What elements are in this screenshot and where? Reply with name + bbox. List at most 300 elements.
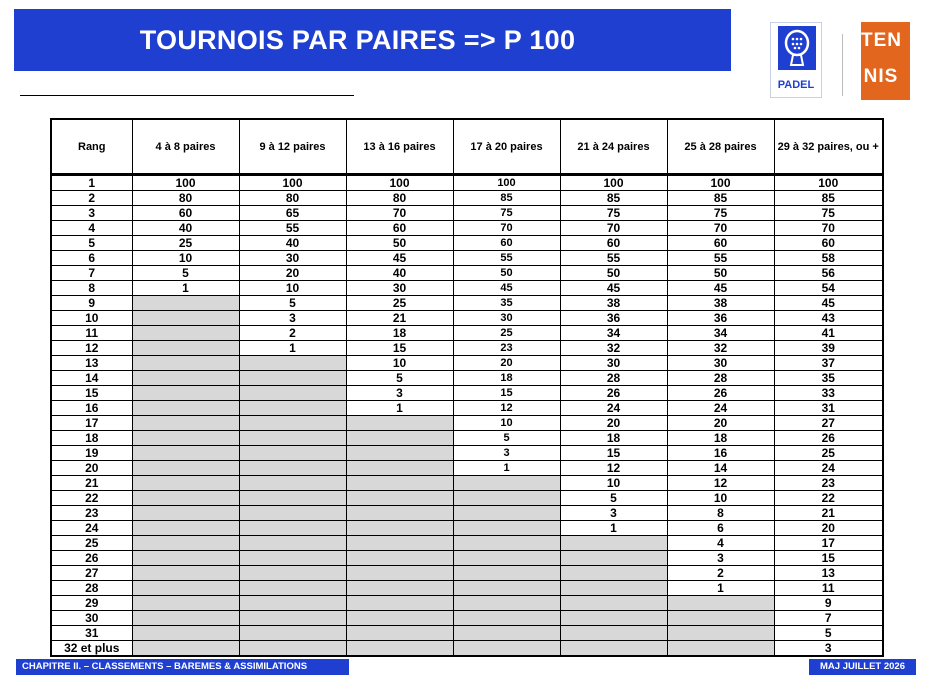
points-cell: 25 bbox=[453, 326, 560, 341]
header-25-28-paires: 25 à 28 paires bbox=[667, 119, 774, 175]
points-cell: 15 bbox=[774, 551, 883, 566]
table-row bbox=[51, 401, 883, 416]
points-cell bbox=[132, 401, 239, 416]
rang-cell: 22 bbox=[51, 491, 132, 506]
points-cell: 30 bbox=[239, 251, 346, 266]
points-cell: 10 bbox=[346, 356, 453, 371]
points-cell bbox=[132, 371, 239, 386]
points-cell: 25 bbox=[774, 446, 883, 461]
tennis-logo-top: TEN bbox=[861, 30, 902, 51]
points-cell bbox=[239, 611, 346, 626]
points-cell bbox=[453, 476, 560, 491]
points-cell: 20 bbox=[453, 356, 560, 371]
points-cell bbox=[453, 506, 560, 521]
rang-cell: 4 bbox=[51, 221, 132, 236]
table-row bbox=[51, 506, 883, 521]
points-cell: 45 bbox=[346, 251, 453, 266]
points-cell bbox=[132, 566, 239, 581]
points-cell: 27 bbox=[774, 416, 883, 431]
points-cell: 3 bbox=[239, 311, 346, 326]
points-cell: 56 bbox=[774, 266, 883, 281]
points-cell: 21 bbox=[774, 506, 883, 521]
points-cell bbox=[239, 416, 346, 431]
rang-cell: 7 bbox=[51, 266, 132, 281]
rang-cell: 13 bbox=[51, 356, 132, 371]
points-cell bbox=[239, 626, 346, 641]
table-row bbox=[51, 416, 883, 431]
padel-logo bbox=[770, 22, 822, 98]
points-cell: 25 bbox=[346, 296, 453, 311]
points-cell: 18 bbox=[667, 431, 774, 446]
points-cell: 8 bbox=[667, 506, 774, 521]
table-row bbox=[51, 641, 883, 657]
points-cell bbox=[453, 611, 560, 626]
table-row bbox=[51, 266, 883, 281]
points-cell: 40 bbox=[132, 221, 239, 236]
bareme-table bbox=[50, 118, 884, 657]
points-cell: 33 bbox=[774, 386, 883, 401]
points-cell: 24 bbox=[774, 461, 883, 476]
rang-cell: 28 bbox=[51, 581, 132, 596]
points-cell bbox=[239, 356, 346, 371]
table-row bbox=[51, 251, 883, 266]
points-cell: 2 bbox=[667, 566, 774, 581]
rang-cell: 8 bbox=[51, 281, 132, 296]
points-cell bbox=[132, 506, 239, 521]
footer-chapter: CHAPITRE II. – CLASSEMENTS – BAREMES & ASSIMILATIONS bbox=[16, 659, 349, 675]
header-21-24-paires: 21 à 24 paires bbox=[560, 119, 667, 175]
rang-cell: 10 bbox=[51, 311, 132, 326]
rang-cell: 32 et plus bbox=[51, 641, 132, 657]
points-cell: 9 bbox=[774, 596, 883, 611]
points-cell: 1 bbox=[667, 581, 774, 596]
table-row bbox=[51, 175, 883, 191]
points-cell bbox=[346, 491, 453, 506]
points-cell bbox=[453, 641, 560, 657]
points-cell bbox=[239, 596, 346, 611]
points-cell: 5 bbox=[774, 626, 883, 641]
points-cell: 20 bbox=[774, 521, 883, 536]
points-cell: 32 bbox=[667, 341, 774, 356]
points-cell: 45 bbox=[453, 281, 560, 296]
points-cell: 100 bbox=[346, 175, 453, 191]
points-cell: 24 bbox=[560, 401, 667, 416]
points-cell bbox=[132, 326, 239, 341]
points-cell: 36 bbox=[667, 311, 774, 326]
points-cell bbox=[132, 461, 239, 476]
points-cell: 5 bbox=[346, 371, 453, 386]
table-row bbox=[51, 521, 883, 536]
points-cell: 60 bbox=[560, 236, 667, 251]
header-29-32-paires: 29 à 32 paires, ou + bbox=[774, 119, 883, 175]
header-4-8-paires: 4 à 8 paires bbox=[132, 119, 239, 175]
points-cell bbox=[667, 641, 774, 657]
points-cell bbox=[132, 596, 239, 611]
table-row bbox=[51, 446, 883, 461]
points-cell: 65 bbox=[239, 206, 346, 221]
points-cell: 54 bbox=[774, 281, 883, 296]
points-cell: 40 bbox=[346, 266, 453, 281]
points-cell bbox=[239, 506, 346, 521]
table-body bbox=[51, 175, 883, 657]
points-cell: 1 bbox=[453, 461, 560, 476]
points-cell: 23 bbox=[453, 341, 560, 356]
rang-cell: 24 bbox=[51, 521, 132, 536]
rang-cell: 26 bbox=[51, 551, 132, 566]
points-cell bbox=[453, 581, 560, 596]
rang-cell: 6 bbox=[51, 251, 132, 266]
points-cell bbox=[346, 581, 453, 596]
points-cell: 100 bbox=[239, 175, 346, 191]
points-cell: 60 bbox=[132, 206, 239, 221]
points-cell: 22 bbox=[774, 491, 883, 506]
points-cell: 39 bbox=[774, 341, 883, 356]
rang-cell: 11 bbox=[51, 326, 132, 341]
points-cell: 37 bbox=[774, 356, 883, 371]
points-cell bbox=[453, 521, 560, 536]
separator-line bbox=[20, 95, 354, 96]
rang-cell: 16 bbox=[51, 401, 132, 416]
points-cell: 26 bbox=[667, 386, 774, 401]
points-cell: 85 bbox=[667, 191, 774, 206]
points-cell bbox=[239, 476, 346, 491]
rang-cell: 27 bbox=[51, 566, 132, 581]
points-cell: 55 bbox=[239, 221, 346, 236]
points-cell: 50 bbox=[453, 266, 560, 281]
points-cell bbox=[132, 476, 239, 491]
points-cell: 5 bbox=[560, 491, 667, 506]
points-cell: 18 bbox=[453, 371, 560, 386]
rang-cell: 1 bbox=[51, 175, 132, 191]
points-cell: 10 bbox=[453, 416, 560, 431]
points-cell bbox=[132, 386, 239, 401]
points-cell bbox=[132, 296, 239, 311]
points-cell bbox=[453, 626, 560, 641]
points-cell: 3 bbox=[667, 551, 774, 566]
points-cell: 85 bbox=[453, 191, 560, 206]
rang-cell: 23 bbox=[51, 506, 132, 521]
points-cell: 75 bbox=[774, 206, 883, 221]
rang-cell: 25 bbox=[51, 536, 132, 551]
points-cell: 55 bbox=[453, 251, 560, 266]
points-cell bbox=[346, 551, 453, 566]
points-cell: 100 bbox=[560, 175, 667, 191]
points-cell bbox=[453, 596, 560, 611]
table-row bbox=[51, 236, 883, 251]
points-cell bbox=[132, 431, 239, 446]
points-cell: 13 bbox=[774, 566, 883, 581]
padel-racket-icon bbox=[778, 26, 816, 70]
points-cell: 50 bbox=[346, 236, 453, 251]
points-cell: 2 bbox=[239, 326, 346, 341]
points-cell bbox=[346, 521, 453, 536]
table-row bbox=[51, 626, 883, 641]
points-cell bbox=[239, 386, 346, 401]
rang-cell: 21 bbox=[51, 476, 132, 491]
points-cell: 60 bbox=[774, 236, 883, 251]
rang-cell: 31 bbox=[51, 626, 132, 641]
points-cell: 80 bbox=[239, 191, 346, 206]
points-cell: 1 bbox=[132, 281, 239, 296]
points-cell: 55 bbox=[560, 251, 667, 266]
fft-tennis-logo bbox=[861, 22, 910, 100]
points-cell bbox=[346, 596, 453, 611]
points-cell: 4 bbox=[667, 536, 774, 551]
points-cell: 25 bbox=[132, 236, 239, 251]
points-cell: 34 bbox=[667, 326, 774, 341]
points-cell: 70 bbox=[774, 221, 883, 236]
points-cell bbox=[132, 581, 239, 596]
points-cell bbox=[239, 536, 346, 551]
points-cell bbox=[346, 626, 453, 641]
points-cell: 24 bbox=[667, 401, 774, 416]
points-cell bbox=[132, 491, 239, 506]
points-cell: 28 bbox=[560, 371, 667, 386]
points-cell: 70 bbox=[453, 221, 560, 236]
table-row bbox=[51, 551, 883, 566]
points-cell bbox=[453, 566, 560, 581]
points-cell: 12 bbox=[667, 476, 774, 491]
points-cell: 30 bbox=[453, 311, 560, 326]
points-cell: 55 bbox=[667, 251, 774, 266]
points-cell: 20 bbox=[560, 416, 667, 431]
points-cell: 34 bbox=[560, 326, 667, 341]
points-cell bbox=[346, 566, 453, 581]
points-cell: 35 bbox=[774, 371, 883, 386]
points-cell: 14 bbox=[667, 461, 774, 476]
tennis-logo-federation bbox=[894, 51, 908, 67]
points-cell: 20 bbox=[667, 416, 774, 431]
points-cell bbox=[346, 506, 453, 521]
table-row bbox=[51, 491, 883, 506]
points-cell bbox=[667, 596, 774, 611]
footer-update-date: MAJ JUILLET 2026 bbox=[809, 659, 916, 675]
points-cell: 100 bbox=[132, 175, 239, 191]
points-cell bbox=[132, 446, 239, 461]
points-cell: 36 bbox=[560, 311, 667, 326]
points-cell bbox=[239, 371, 346, 386]
table-row bbox=[51, 536, 883, 551]
points-cell: 30 bbox=[346, 281, 453, 296]
rang-cell: 3 bbox=[51, 206, 132, 221]
points-cell: 3 bbox=[774, 641, 883, 657]
points-cell: 15 bbox=[346, 341, 453, 356]
points-cell: 1 bbox=[239, 341, 346, 356]
padel-logo-label: PADEL bbox=[777, 79, 815, 91]
table-row bbox=[51, 311, 883, 326]
table-row bbox=[51, 476, 883, 491]
points-cell: 26 bbox=[774, 431, 883, 446]
table-row bbox=[51, 431, 883, 446]
points-cell bbox=[132, 311, 239, 326]
points-cell: 100 bbox=[774, 175, 883, 191]
points-cell bbox=[560, 551, 667, 566]
table-row bbox=[51, 611, 883, 626]
points-cell bbox=[239, 521, 346, 536]
table-row bbox=[51, 206, 883, 221]
points-cell: 31 bbox=[774, 401, 883, 416]
table-row bbox=[51, 191, 883, 206]
points-cell: 3 bbox=[453, 446, 560, 461]
points-cell: 40 bbox=[239, 236, 346, 251]
points-cell: 10 bbox=[239, 281, 346, 296]
points-cell: 15 bbox=[453, 386, 560, 401]
points-cell bbox=[453, 491, 560, 506]
points-cell: 38 bbox=[560, 296, 667, 311]
rang-cell: 9 bbox=[51, 296, 132, 311]
points-cell bbox=[346, 536, 453, 551]
tennis-logo-bottom: NIS bbox=[863, 66, 899, 87]
points-cell: 60 bbox=[453, 236, 560, 251]
points-cell bbox=[132, 341, 239, 356]
points-cell: 12 bbox=[560, 461, 667, 476]
logo-divider bbox=[842, 34, 843, 96]
points-cell bbox=[346, 446, 453, 461]
points-cell bbox=[346, 611, 453, 626]
rang-cell: 29 bbox=[51, 596, 132, 611]
points-cell: 10 bbox=[667, 491, 774, 506]
title-banner bbox=[14, 9, 731, 71]
points-cell: 75 bbox=[667, 206, 774, 221]
rang-cell: 17 bbox=[51, 416, 132, 431]
points-cell: 70 bbox=[560, 221, 667, 236]
points-cell: 18 bbox=[346, 326, 453, 341]
points-cell bbox=[667, 611, 774, 626]
points-cell: 23 bbox=[774, 476, 883, 491]
points-cell: 3 bbox=[560, 506, 667, 521]
table-row bbox=[51, 221, 883, 236]
points-cell bbox=[132, 551, 239, 566]
points-cell: 50 bbox=[560, 266, 667, 281]
table-row bbox=[51, 386, 883, 401]
points-cell: 26 bbox=[560, 386, 667, 401]
rang-cell: 2 bbox=[51, 191, 132, 206]
points-cell: 41 bbox=[774, 326, 883, 341]
points-cell bbox=[560, 581, 667, 596]
points-cell: 16 bbox=[667, 446, 774, 461]
points-cell bbox=[346, 431, 453, 446]
points-cell: 12 bbox=[453, 401, 560, 416]
header-9-12-paires: 9 à 12 paires bbox=[239, 119, 346, 175]
table-row bbox=[51, 326, 883, 341]
points-cell bbox=[239, 551, 346, 566]
points-cell: 20 bbox=[239, 266, 346, 281]
table-row bbox=[51, 356, 883, 371]
points-cell bbox=[132, 536, 239, 551]
table-row bbox=[51, 281, 883, 296]
points-cell: 5 bbox=[239, 296, 346, 311]
points-cell: 85 bbox=[774, 191, 883, 206]
points-cell bbox=[239, 401, 346, 416]
points-cell: 60 bbox=[667, 236, 774, 251]
points-cell: 21 bbox=[346, 311, 453, 326]
points-cell: 15 bbox=[560, 446, 667, 461]
points-cell: 28 bbox=[667, 371, 774, 386]
rang-cell: 30 bbox=[51, 611, 132, 626]
rang-cell: 18 bbox=[51, 431, 132, 446]
points-cell bbox=[346, 641, 453, 657]
points-cell: 5 bbox=[132, 266, 239, 281]
rang-cell: 19 bbox=[51, 446, 132, 461]
points-cell bbox=[132, 521, 239, 536]
points-cell: 17 bbox=[774, 536, 883, 551]
points-cell bbox=[667, 626, 774, 641]
points-cell: 18 bbox=[560, 431, 667, 446]
rang-cell: 14 bbox=[51, 371, 132, 386]
points-cell bbox=[132, 626, 239, 641]
page-title: TOURNOIS PAR PAIRES => P 100 bbox=[139, 24, 576, 55]
points-cell: 80 bbox=[346, 191, 453, 206]
points-cell bbox=[132, 416, 239, 431]
points-cell: 30 bbox=[667, 356, 774, 371]
table-row bbox=[51, 296, 883, 311]
rang-cell: 15 bbox=[51, 386, 132, 401]
points-cell bbox=[560, 536, 667, 551]
points-cell: 11 bbox=[774, 581, 883, 596]
points-cell: 80 bbox=[132, 191, 239, 206]
points-cell bbox=[453, 536, 560, 551]
points-cell bbox=[239, 581, 346, 596]
points-cell: 60 bbox=[346, 221, 453, 236]
points-cell: 38 bbox=[667, 296, 774, 311]
points-cell bbox=[346, 416, 453, 431]
points-cell: 75 bbox=[560, 206, 667, 221]
points-cell: 5 bbox=[453, 431, 560, 446]
table-row bbox=[51, 596, 883, 611]
points-cell: 3 bbox=[346, 386, 453, 401]
rang-cell: 12 bbox=[51, 341, 132, 356]
rang-cell: 20 bbox=[51, 461, 132, 476]
points-cell bbox=[560, 566, 667, 581]
header-rang: Rang bbox=[51, 119, 132, 175]
points-cell: 7 bbox=[774, 611, 883, 626]
points-cell bbox=[132, 356, 239, 371]
table-row bbox=[51, 566, 883, 581]
points-cell bbox=[239, 566, 346, 581]
points-cell bbox=[560, 596, 667, 611]
points-cell bbox=[560, 641, 667, 657]
points-cell bbox=[239, 446, 346, 461]
points-cell: 10 bbox=[132, 251, 239, 266]
table-row bbox=[51, 581, 883, 596]
points-cell: 6 bbox=[667, 521, 774, 536]
points-cell bbox=[453, 551, 560, 566]
points-cell: 58 bbox=[774, 251, 883, 266]
points-cell: 45 bbox=[774, 296, 883, 311]
points-cell: 75 bbox=[453, 206, 560, 221]
points-cell: 100 bbox=[453, 175, 560, 191]
points-cell: 1 bbox=[346, 401, 453, 416]
table-header-row bbox=[51, 119, 883, 175]
points-cell bbox=[239, 431, 346, 446]
points-cell bbox=[346, 476, 453, 491]
table-row bbox=[51, 371, 883, 386]
points-cell: 50 bbox=[667, 266, 774, 281]
table-row bbox=[51, 341, 883, 356]
points-cell bbox=[239, 491, 346, 506]
points-cell bbox=[560, 626, 667, 641]
rang-cell: 5 bbox=[51, 236, 132, 251]
table-row bbox=[51, 461, 883, 476]
points-cell: 1 bbox=[560, 521, 667, 536]
header-13-16-paires: 13 à 16 paires bbox=[346, 119, 453, 175]
points-cell bbox=[346, 461, 453, 476]
points-cell: 70 bbox=[667, 221, 774, 236]
points-cell: 70 bbox=[346, 206, 453, 221]
points-cell: 35 bbox=[453, 296, 560, 311]
points-cell: 45 bbox=[667, 281, 774, 296]
points-cell: 100 bbox=[667, 175, 774, 191]
